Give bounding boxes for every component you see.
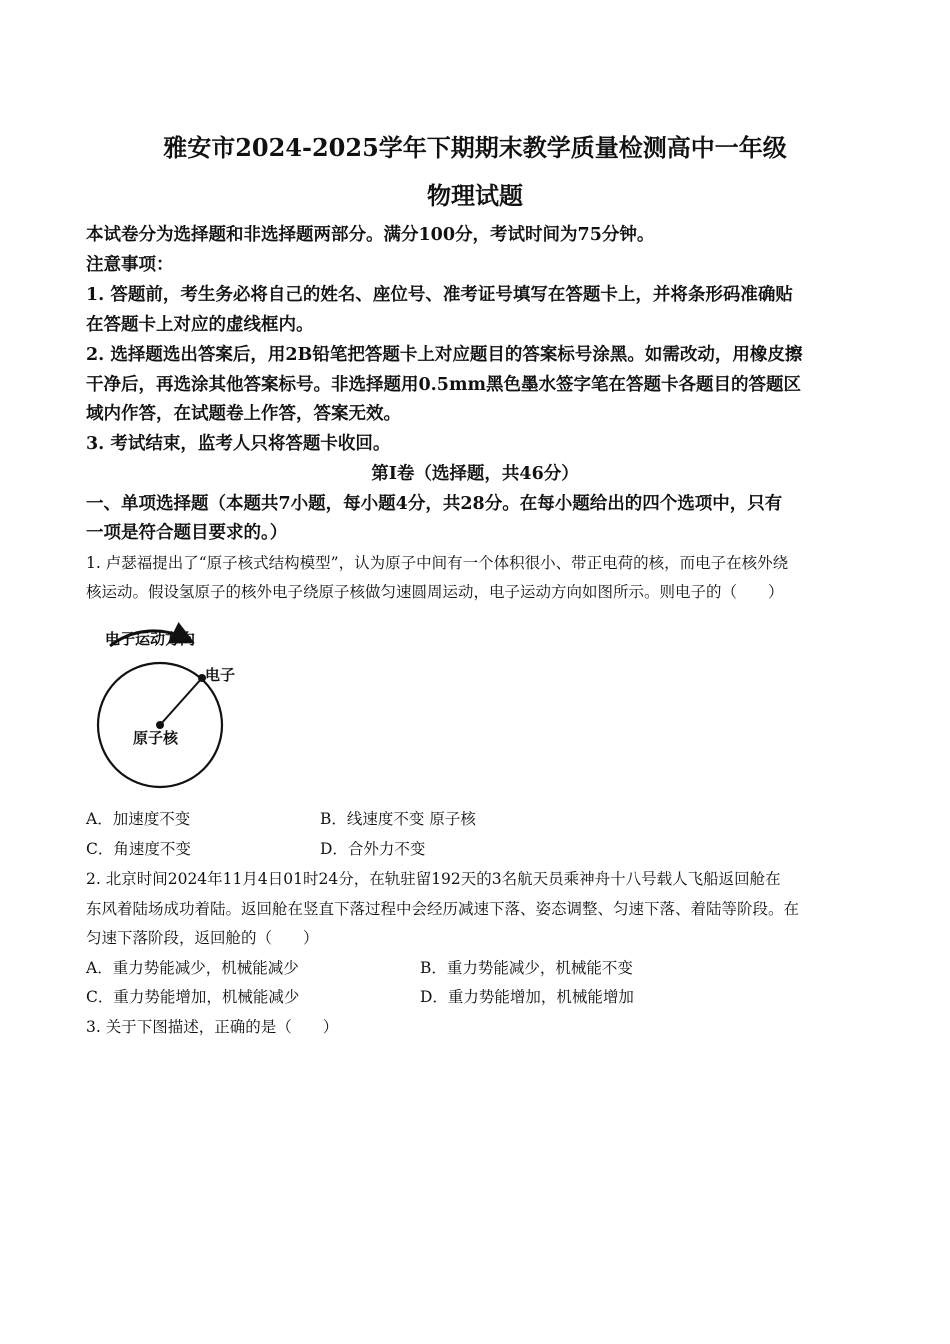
nucleus-label: 原子核 [133, 729, 179, 747]
exam-subtitle: 物理试题 [427, 181, 523, 210]
question-2-text: 2. 北京时间2024年11月4日01时24分，在轨驻留192天的3名航天员乘神舟十八号载人飞船返回舱在 [86, 870, 781, 888]
notice-line: 1. 答题前，考生务必将自己的姓名、座位号、准考证号填写在答题卡上，并将条形码准确贴 [86, 285, 793, 305]
question-2-text: 匀速下落阶段，返回舱的（ ） [86, 929, 319, 947]
q2-option-b: B．重力势能减少，机械能不变 [420, 959, 633, 977]
intro-line: 本试卷分为选择题和非选择题两部分。满分100分，考试时间为75分钟。 [86, 225, 655, 245]
q1-option-b: B．线速度不变 原子核 [320, 810, 476, 828]
electron-label: 电子 [205, 666, 236, 684]
notice-line: 干净后，再选涂其他答案标号。非选择题用0.5mm黑色墨水签字笔在答题卡各题目的答题区 [86, 375, 801, 395]
q1-option-a: A．加速度不变 [86, 810, 191, 828]
notice-heading: 注意事项： [86, 255, 174, 275]
q1-option-d: D．合外力不变 [320, 840, 426, 858]
exam-title: 雅安市2024-2025学年下期期末教学质量检测高中一年级 [163, 133, 787, 162]
notice-line: 域内作答，在试题卷上作答，答案无效。 [86, 404, 401, 424]
section-heading: 一项是符合题目要求的。） [86, 523, 288, 543]
question-2-text: 东风着陆场成功着陆。返回舱在竖直下落过程中会经历减速下落、姿态调整、匀速下落、着陆等阶段。在 [86, 900, 800, 918]
section-heading: 一、单项选择题（本题共7小题，每小题4分，共28分。在每小题给出的四个选项中，只有 [86, 494, 783, 514]
question-3-text: 3. 关于下图描述，正确的是（ ） [86, 1018, 339, 1036]
direction-label: 电子运动方向 [105, 630, 196, 648]
question-1-text: 核运动。假设氢原子的核外电子绕原子核做匀速圆周运动，电子运动方向如图所示。则电子的（ ） [86, 583, 784, 601]
notice-line: 在答题卡上对应的虚线框内。 [86, 315, 314, 335]
q2-option-a: A．重力势能减少，机械能减少 [86, 959, 299, 977]
notice-line: 2. 选择题选出答案后，用2B铅笔把答题卡上对应题目的答案标号涂黑。如需改动，用橡皮擦 [86, 345, 803, 365]
q2-option-d: D．重力势能增加，机械能增加 [420, 988, 634, 1006]
q2-option-c: C．重力势能增加，机械能减少 [86, 988, 300, 1006]
notice-line: 3. 考试结束，监考人只将答题卡收回。 [86, 434, 391, 454]
orbit-radius [160, 678, 202, 725]
q1-option-c: C．角速度不变 [86, 840, 191, 858]
question-1-text: 1. 卢瑟福提出了“原子核式结构模型”，认为原子中间有一个体积很小、带正电荷的核，而电子在核外绕 [86, 554, 789, 572]
part1-title: 第Ⅰ卷（选择题，共46分） [371, 464, 579, 484]
